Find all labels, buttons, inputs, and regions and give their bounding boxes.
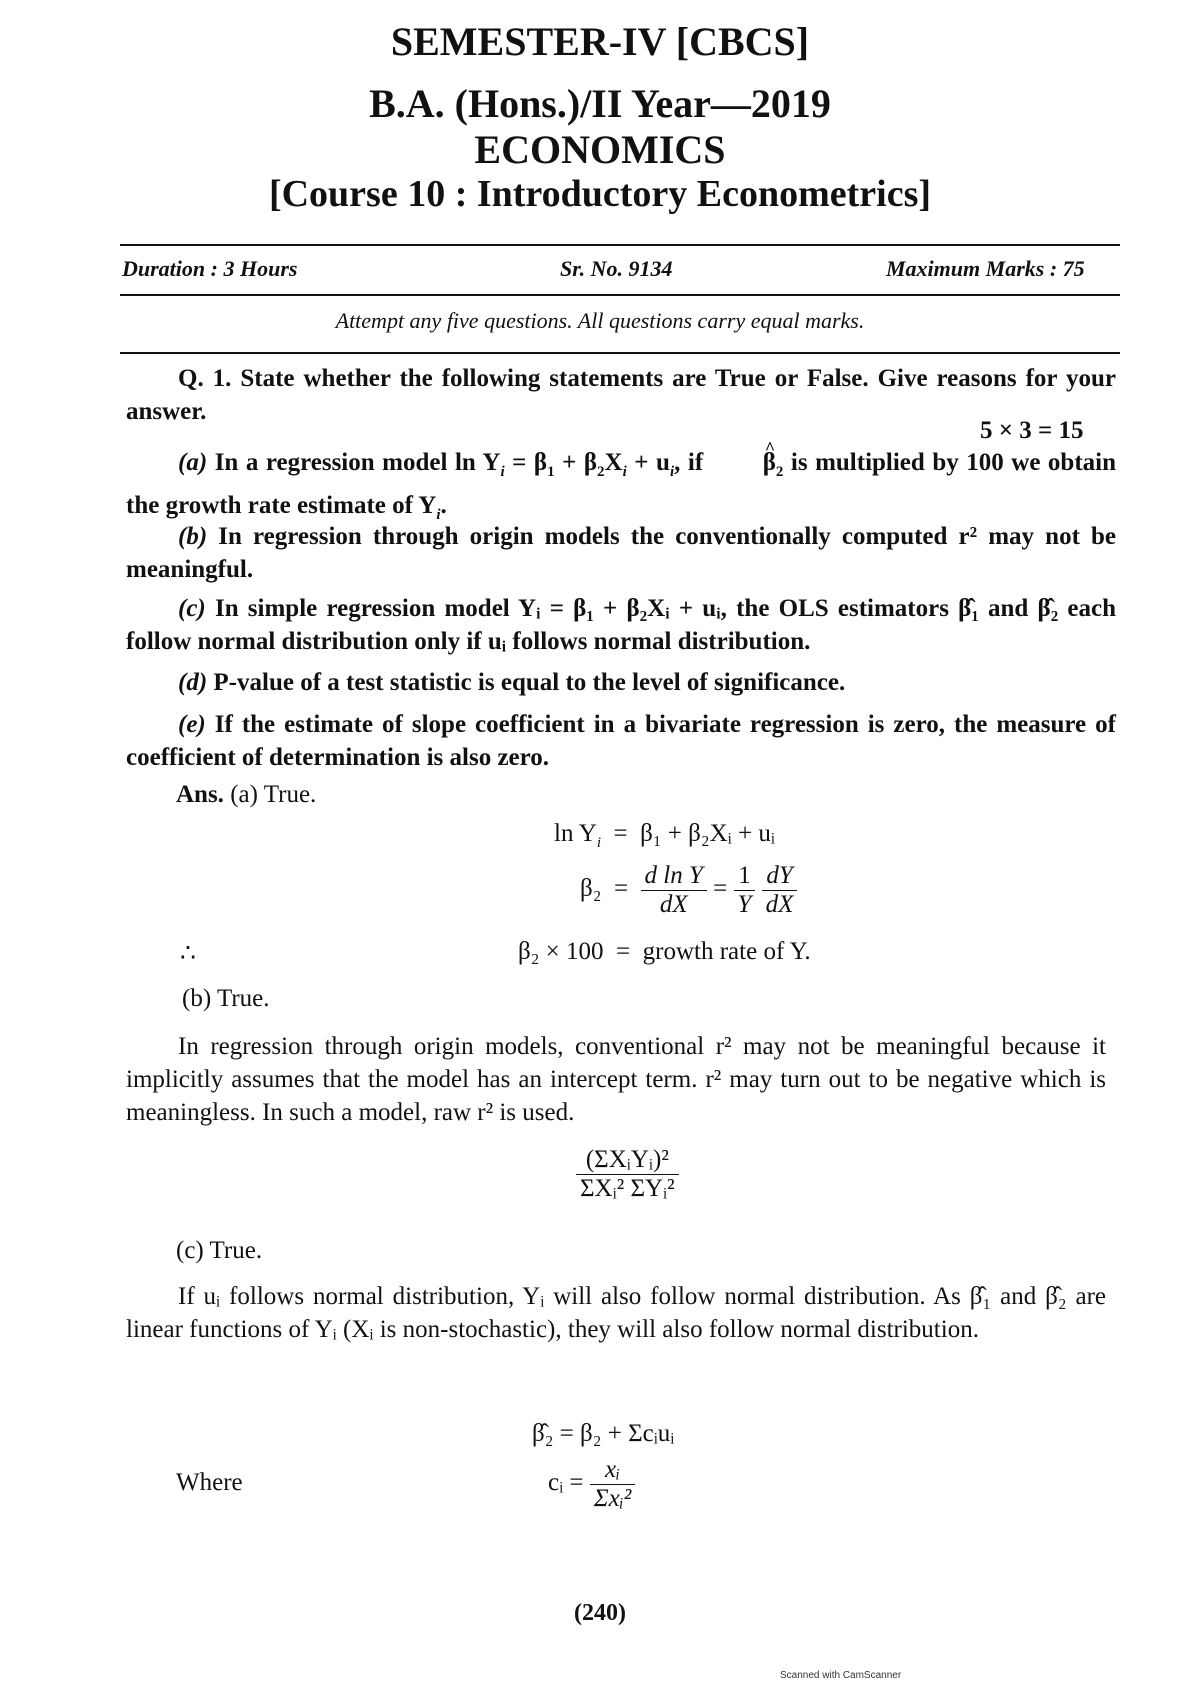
answer-a-heading: Ans. (a) True. [176,781,317,808]
equation-3: β₂ × 100 = growth rate of Y. [518,938,811,965]
fraction-dlny-dx: $\frac{\text{d ln Y}}{dX}$ [641,862,707,919]
equation-2: β₂ = $\frac{\text{d ln Y}}{dX}$ = $\frac{1}{Y}$ $\frac{dY}{dX}$ [580,862,797,919]
fraction-1-y: $\frac{1}{Y}$ [734,862,756,919]
question-marks: 5 × 3 = 15 [980,417,1084,444]
course-heading: [Course 10 : Introductory Econometrics] [268,173,932,215]
statement-c: (c) In simple regression model Yᵢ = β₁ + β₂Xᵢ + uᵢ, the OLS estimators β̂₁ and β̂₂ each follow normal distribution only if uᵢ follows normal distribution. [126,595,1117,655]
answer-b-heading: (b) True. [182,985,270,1012]
where-label: Where [176,1469,243,1496]
therefore-symbol: ∴ [180,940,196,967]
scanner-watermark: Scanned with CamScanner [780,1670,902,1681]
instructions: Attempt any five questions. All questions carry equal marks. [335,308,865,333]
subject-heading: ECONOMICS [474,127,726,172]
page-number: (240) [574,1600,626,1626]
answer-b-paragraph: In regression through origin models, conventional r² may not be meaningful because it implicitly assumes that the model has an intercept term. r² may turn out to be negative which is meaningless. In such a model, raw r² is used. [126,1033,1106,1126]
serial-number: Sr. No. 9134 [560,256,673,281]
question-label: Q. 1. [178,365,232,392]
top-rule [120,244,1120,246]
maximum-marks: Maximum Marks : 75 [886,256,1085,281]
equation-5: cᵢ = $\frac{\text{xᵢ}}{\text{Σxᵢ²}}$ [548,1456,635,1513]
raw-r-squared-formula: $\frac{\text{(ΣXᵢYᵢ)²}}{\text{ΣXᵢ² ΣYᵢ²}}$ [576,1146,679,1203]
answer-c-paragraph: If uᵢ follows normal distribution, Yᵢ will also follow normal distribution. As β̂₁ and β̂₂ are linear functions of Yᵢ (Xᵢ is non-stochastic), they will also follow normal distribution. [126,1283,1106,1343]
statement-e: (e) If the estimate of slope coefficient in a bivariate regression is zero, the measure of coefficient of determination is also zero. [126,711,1116,771]
semester-heading: SEMESTER-IV [CBCS] [390,19,810,64]
bottom-rule [120,352,1120,354]
statement-b: (b) In regression through origin models the conventionally computed r² may not be meaningful. [126,523,1116,583]
equation-4: β̂₂ = β₂ + Σcᵢuᵢ [532,1420,675,1447]
answer-c-heading: (c) True. [176,1237,263,1264]
question-1 [126,362,1116,428]
question-text: State whether the following statements are True or False. Give reasons for your answer. [126,365,1117,425]
statement-d: (d) P-value of a test statistic is equal to the level of significance. [178,669,846,696]
degree-heading: B.A. (Hons.)/II Year—2019 [369,81,831,126]
statement-a: (a) In a regression model $\ln Y_i = \beta_1 + \beta_2X_i + u_i$, if ^ $\beta_2$ is multiplied by 100 we obtain the growth rate estimate of $Y_i$. [126,446,1116,532]
middle-rule [120,294,1120,296]
fraction-dy-dx: $\frac{dY}{dX}$ [762,862,798,919]
duration: Duration : 3 Hours [122,256,298,281]
equation-1: $\ln Y_i = \beta_1$ + β₂Xᵢ + uᵢ [554,820,775,851]
